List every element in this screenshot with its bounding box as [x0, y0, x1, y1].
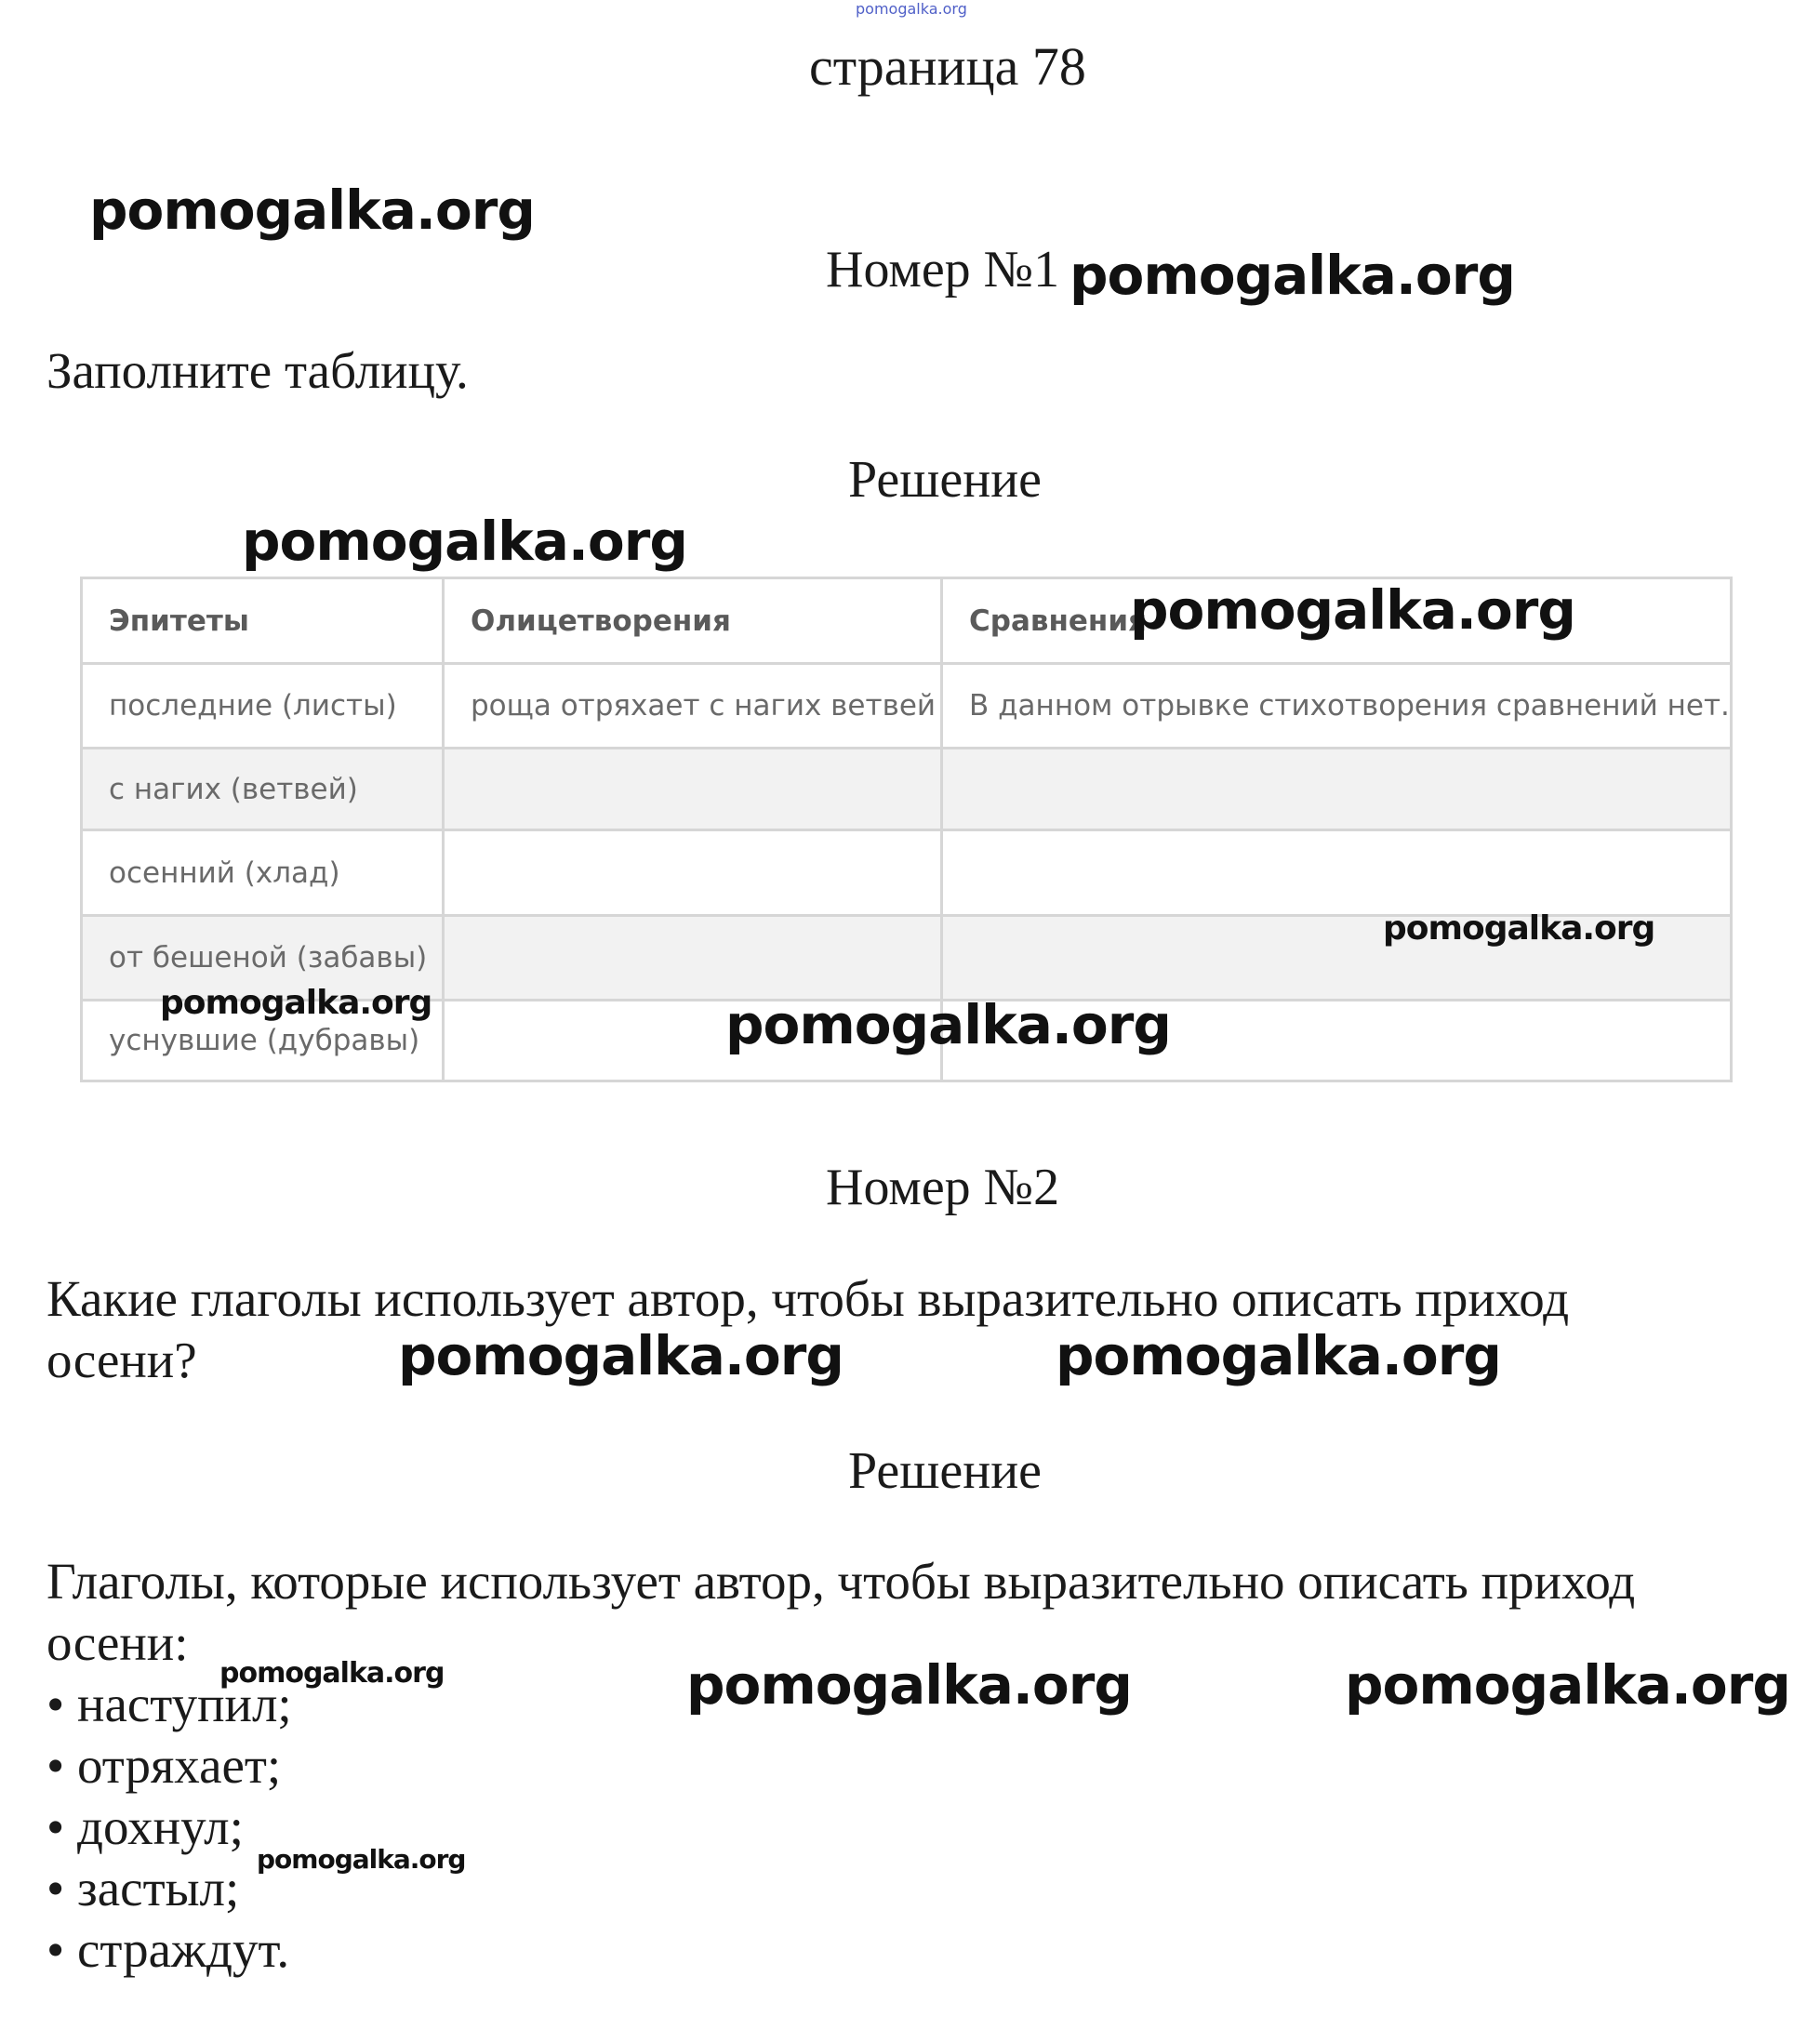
table-row	[82, 664, 1732, 749]
list-item: • наступил;	[46, 1674, 292, 1735]
watermark: pomogalka.org	[257, 1844, 466, 1875]
task2-question-line2: осени?	[46, 1332, 197, 1388]
watermark: pomogalka.org	[686, 1653, 1132, 1717]
table-cell	[942, 749, 1732, 830]
table-cell: уснувшие (дубравы)	[82, 1001, 444, 1081]
watermark: pomogalka.org	[1383, 909, 1655, 948]
list-item: • отряхает;	[46, 1735, 292, 1797]
watermark: pomogalka.org	[219, 1657, 445, 1690]
table-cell: В данном отрывке стихотворения сравнений нет.	[942, 664, 1732, 749]
watermark: pomogalka.org	[1345, 1653, 1790, 1717]
table-cell: с нагих (ветвей)	[82, 749, 444, 830]
table-header-cell: Эпитеты	[82, 578, 444, 664]
task2-answer-line2: осени:	[46, 1614, 189, 1671]
watermark: pomogalka.org	[89, 179, 535, 242]
table-cell	[444, 916, 942, 1001]
task1-solution-heading: Решение	[848, 451, 1043, 509]
table-cell: роща отряхает с нагих ветвей	[444, 664, 942, 749]
table-header-cell: Олицетворения	[444, 578, 942, 664]
table-cell	[942, 830, 1732, 916]
table-cell: от бешеной (забавы)	[82, 916, 444, 1001]
task2-question-line1: Какие глаголы использует автор, чтобы выразительно описать приход	[46, 1270, 1570, 1327]
watermark: pomogalka.org	[160, 984, 432, 1022]
verb-list	[46, 1674, 292, 1981]
watermark: pomogalka.org	[725, 993, 1171, 1056]
task1-heading: Номер №1	[826, 241, 1060, 298]
watermark: pomogalka.org	[856, 0, 967, 18]
table-row	[82, 749, 1732, 830]
watermark: pomogalka.org	[1130, 578, 1575, 642]
list-item: • страждут.	[46, 1919, 292, 1981]
table-cell: последние (листы)	[82, 664, 444, 749]
table-cell	[444, 749, 942, 830]
watermark: pomogalka.org	[1056, 1324, 1501, 1387]
task2-answer-line1: Глаголы, которые использует автор, чтобы выразительно описать приход	[46, 1553, 1636, 1610]
watermark: pomogalka.org	[1069, 244, 1515, 307]
page-title: страница 78	[809, 36, 1086, 97]
list-item: • дохнул;	[46, 1797, 292, 1858]
table-cell: осенний (хлад)	[82, 830, 444, 916]
table-header-cell: Сравнения	[942, 578, 1732, 664]
table-cell	[444, 830, 942, 916]
watermark: pomogalka.org	[242, 510, 687, 573]
watermark: pomogalka.org	[398, 1324, 844, 1387]
task2-solution-heading: Решение	[848, 1442, 1043, 1500]
list-item: • застыл;	[46, 1858, 292, 1919]
task2-heading: Номер №2	[826, 1159, 1060, 1216]
task1-question: Заполните таблицу.	[46, 342, 469, 399]
table-row	[82, 830, 1732, 916]
